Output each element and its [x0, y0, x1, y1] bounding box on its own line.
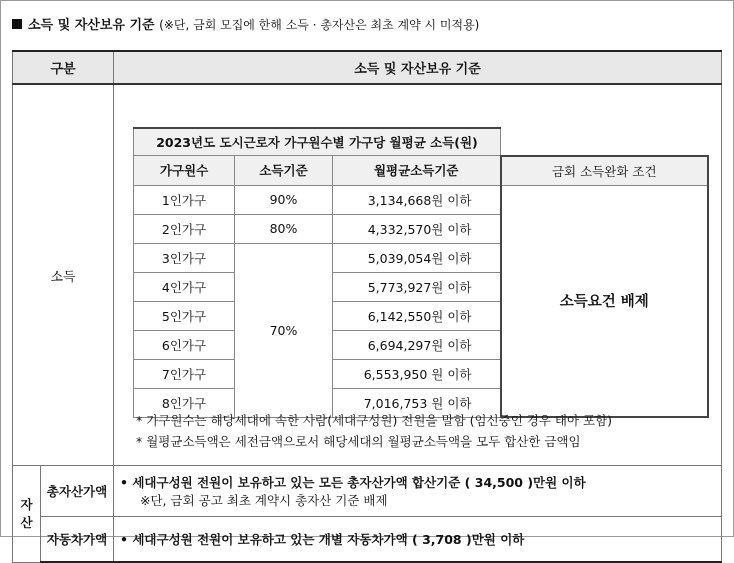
- household-cell: 3인가구: [134, 243, 235, 272]
- total-asset-exception: ※단, 금회 공고 최초 계약시 총자산 기준 배제: [140, 493, 388, 508]
- amount-cell: 5,773,927원 이하: [333, 272, 501, 301]
- note-monthly-income: * 월평균소득액은 세전금액으로서 해당세대의 월평균소득액을 모두 합산한 금액임: [136, 434, 581, 449]
- amount-cell: 4,332,570원 이하: [333, 214, 501, 243]
- amount-cell: 6,553,950 원 이하: [333, 359, 501, 388]
- table-row: [134, 185, 709, 214]
- household-cell: 7인가구: [134, 359, 235, 388]
- income-table-title-row: [134, 128, 709, 156]
- income-table: [133, 127, 709, 418]
- household-cell: 8인가구: [134, 388, 235, 417]
- amount-cell: 6,142,550원 이하: [333, 301, 501, 330]
- household-cell: 1인가구: [134, 185, 235, 214]
- standard-cell: 90%: [235, 185, 333, 214]
- header-criteria: 소득 및 자산보유 기준: [114, 51, 722, 84]
- section-title: 소득 및 자산보유 기준: [28, 18, 155, 33]
- total-asset-criteria: [114, 466, 722, 517]
- col-standard: 소득기준: [235, 156, 333, 186]
- car-asset-rule: • 세대구성원 전원이 보유하고 있는 개별 자동차가액 ( 3,708 )만원 이하: [114, 517, 722, 563]
- total-asset-rule: • 세대구성원 전원이 보유하고 있는 모든 총자산가액 합산기준 ( 34,500 )만원 이하: [120, 475, 586, 490]
- total-asset-label: 총자산가액: [41, 466, 114, 517]
- income-label: 소득: [13, 84, 114, 466]
- square-bullet-icon: [12, 19, 22, 29]
- car-asset-row: [13, 517, 722, 563]
- household-cell: 2인가구: [134, 214, 235, 243]
- car-asset-label: 자동차가액: [41, 517, 114, 563]
- income-table-header-row: [134, 156, 709, 186]
- col-monthly: 월평균소득기준: [333, 156, 501, 186]
- criteria-table: [12, 50, 722, 563]
- total-asset-row: [13, 466, 722, 517]
- amount-cell: 5,039,054원 이하: [333, 243, 501, 272]
- section-note: (※단, 금회 모집에 한해 소득 · 총자산은 최초 계약 시 미적용): [159, 18, 480, 32]
- section-heading: [12, 14, 479, 33]
- standard-cell: 70%: [235, 243, 333, 417]
- income-row: [13, 84, 722, 466]
- household-cell: 4인가구: [134, 272, 235, 301]
- income-notes: [136, 410, 612, 452]
- standard-cell: 80%: [235, 214, 333, 243]
- household-cell: 6인가구: [134, 330, 235, 359]
- amount-cell: 3,134,668원 이하: [333, 185, 501, 214]
- col-relief: 금회 소득완화 조건: [501, 156, 708, 186]
- criteria-header-row: [13, 51, 722, 84]
- relief-value: 소득요건 배제: [501, 185, 708, 417]
- note-household: * 가구원수는 해당세대에 속한 사람(세대구성원) 전원을 말함 (임신중인 경우 태아 포함): [136, 413, 613, 428]
- header-category: 구분: [13, 51, 114, 84]
- household-cell: 5인가구: [134, 301, 235, 330]
- amount-cell: 7,016,753 원 이하: [333, 388, 501, 417]
- income-criteria-cell: [114, 84, 722, 466]
- col-household: 가구원수: [134, 156, 235, 186]
- assets-label: 자산: [13, 466, 41, 563]
- amount-cell: 6,694,297원 이하: [333, 330, 501, 359]
- income-table-title: 2023년도 도시근로자 가구원수별 가구당 월평균 소득(원): [134, 128, 501, 156]
